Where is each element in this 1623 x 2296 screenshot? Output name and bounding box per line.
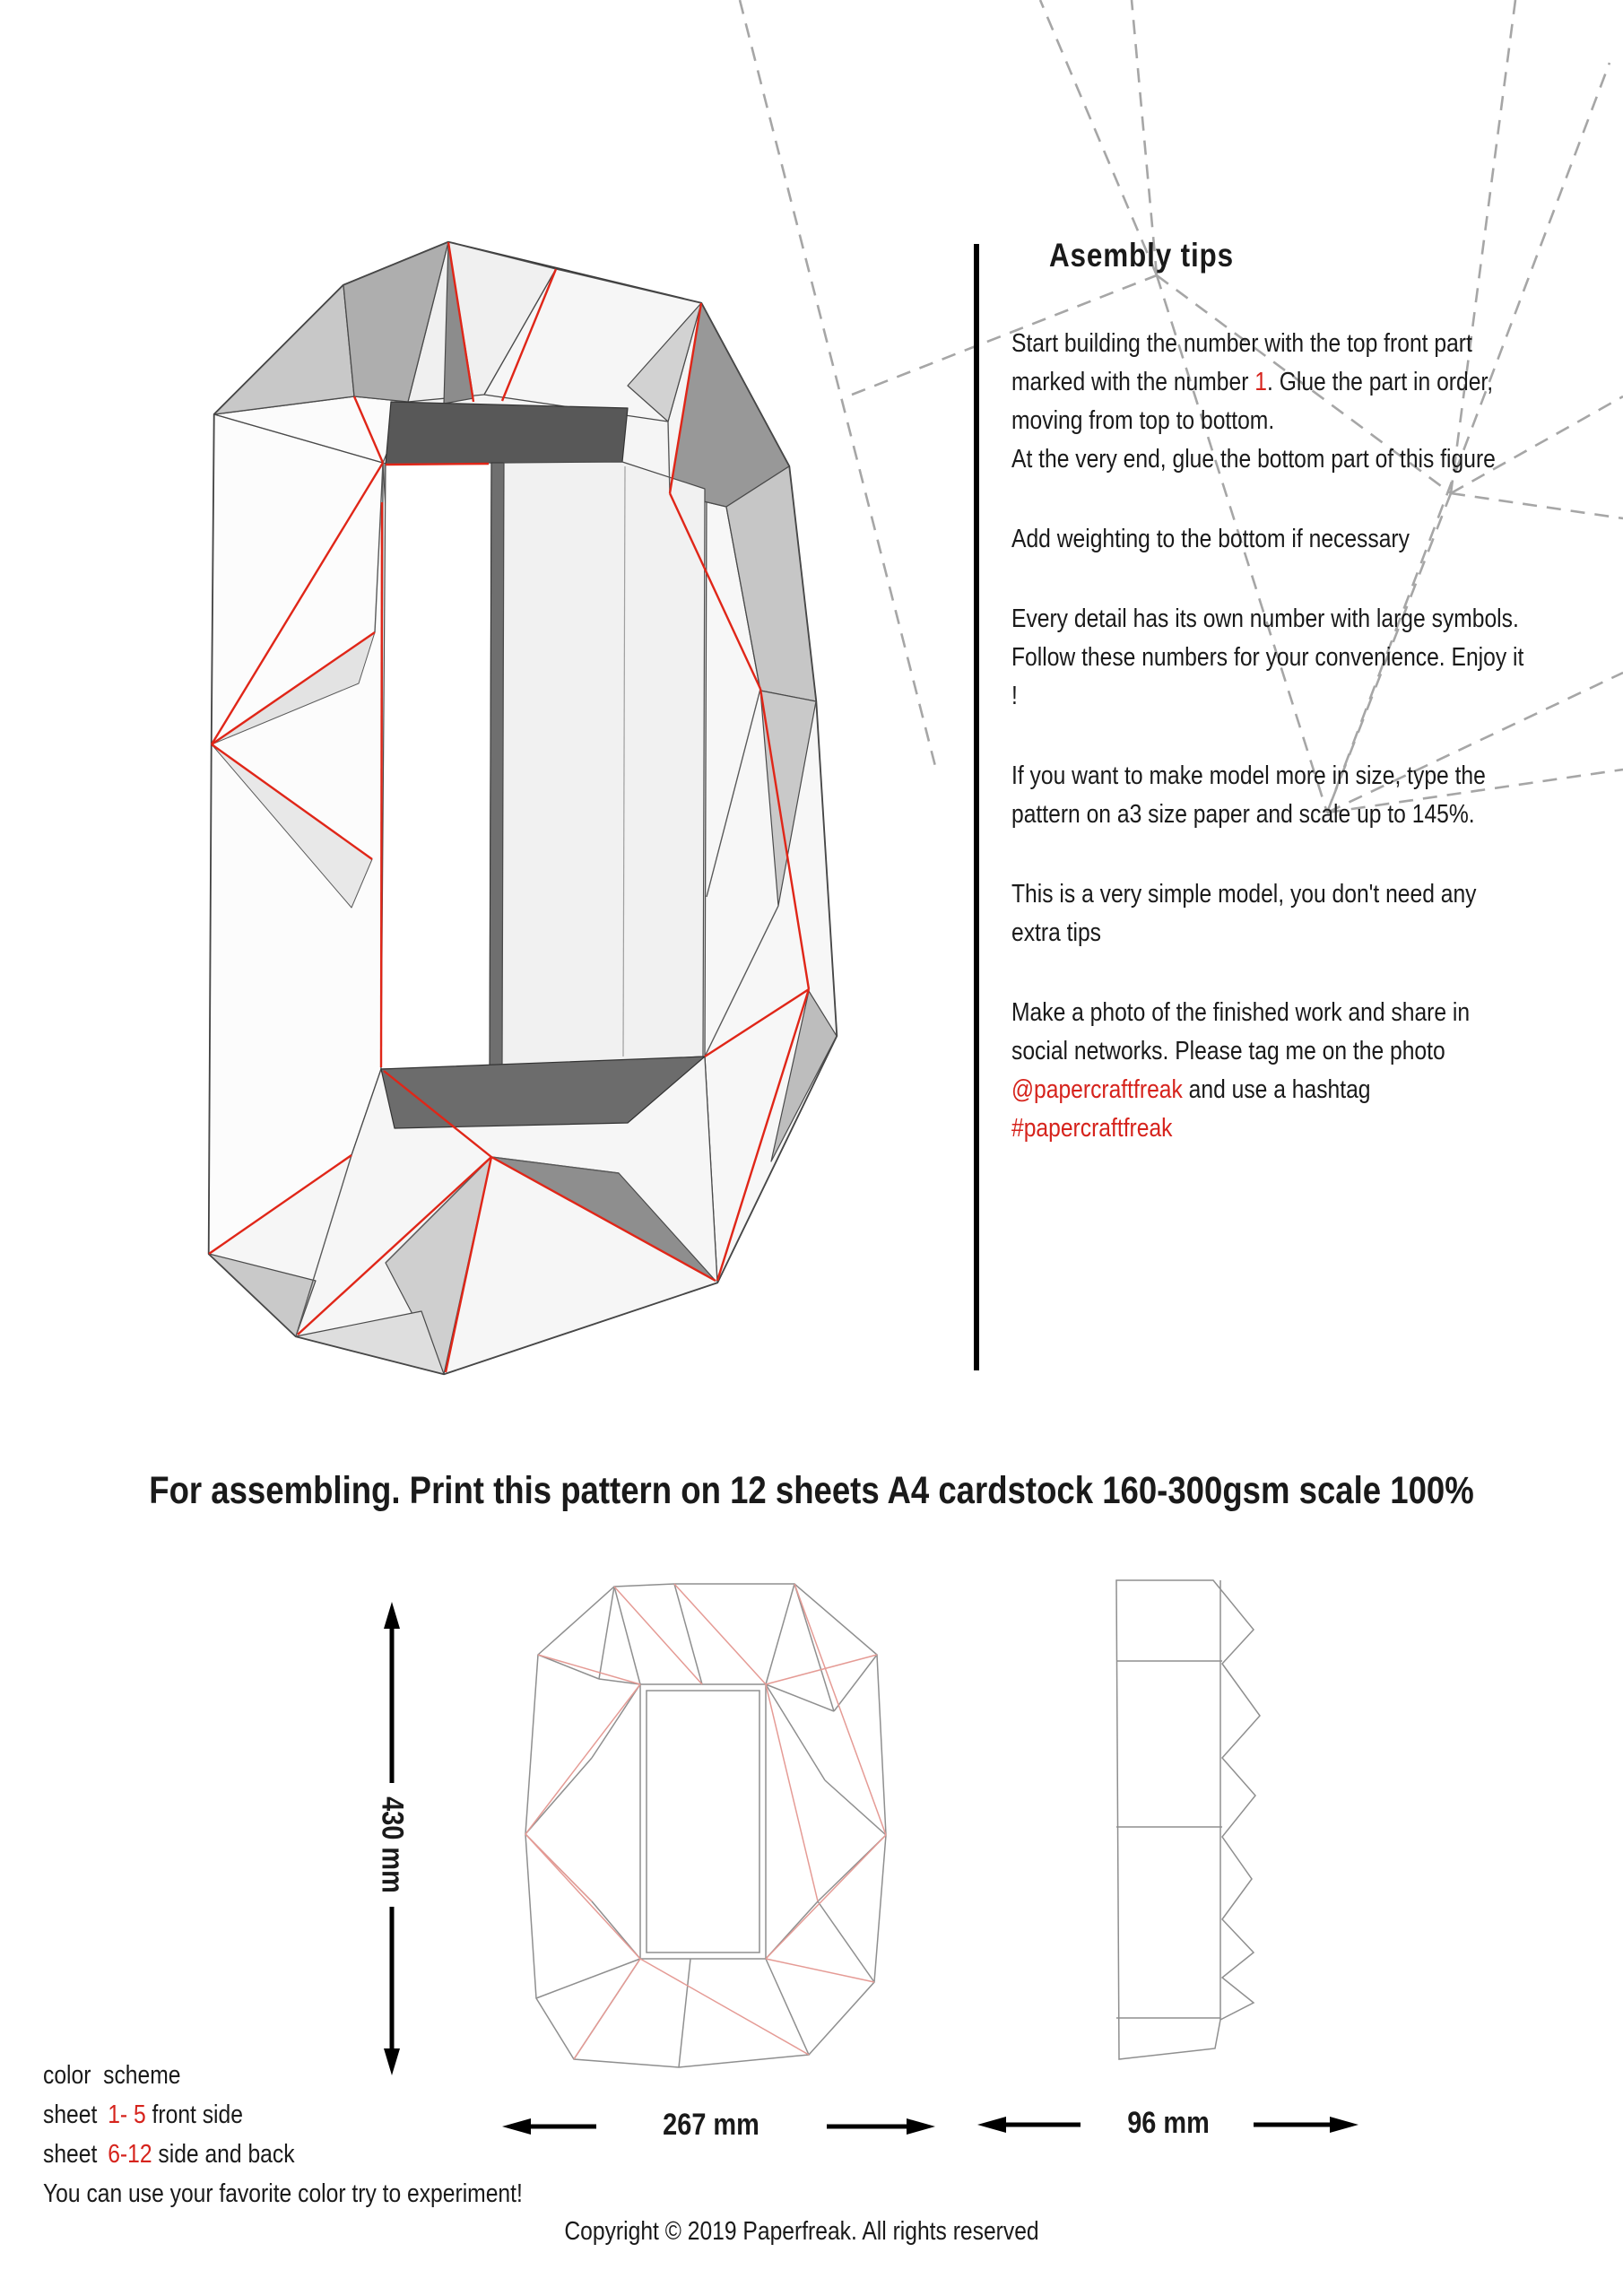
color-scheme-block [43, 2056, 523, 2213]
width-dimension-label: 267 mm [663, 2108, 759, 2142]
tip-paragraph-simple: This is a very simple model, you don't need any extra tips [1011, 880, 1477, 947]
sheet-range-back: 6-12 [108, 2140, 152, 2169]
tip-paragraph-share: Make a photo of the finished work and share in social networks. Please tag me on the photo @papercraftfreak and use a hashtag #papercraftfreak [1011, 998, 1471, 1143]
tips-body [1011, 325, 1530, 1189]
front-pattern-diagram [525, 1584, 886, 2067]
tip-paragraph-numbers: Every detail has its own number with large symbols. Follow these numbers for your convenience. Enjoy it ! [1011, 604, 1524, 710]
tip-paragraph-build-order: Start building the number with the top front part marked with the number 1. Glue the part in order, moving from top to bottom. At the very end, glue the bottom part of this figure [1011, 329, 1496, 474]
height-dimension-label: 430 mm [375, 1796, 410, 1893]
color-scheme-sheet-back: sheet 6-12 side and back [43, 2140, 295, 2169]
model-3d-number-zero [209, 242, 837, 1374]
color-scheme-sheet-front: sheet 1- 5 front side [43, 2100, 243, 2129]
sheet-range-front: 1- 5 [108, 2100, 146, 2129]
tip-paragraph-scale: If you want to make model more in size, type the pattern on a3 size paper and scale up to 145%. [1011, 761, 1486, 829]
front-pattern-fold-lines [525, 1584, 886, 2059]
copyright-text: Copyright © 2019 Paperfreak. All rights reserved [564, 2217, 1039, 2246]
assembly-heading: For assembling. Print this pattern on 12 sheets A4 cardstock 160-300gsm scale 100% [149, 1469, 1474, 1512]
tip-paragraph-weighting: Add weighting to the bottom if necessary [1011, 525, 1410, 553]
depth-dimension-label: 96 mm [1127, 2106, 1210, 2140]
social-handle: @papercraftfreak [1011, 1075, 1183, 1104]
social-hashtag: #papercraftfreak [1011, 1114, 1173, 1143]
number-1-highlight: 1 [1254, 368, 1268, 396]
tips-title: Asembly tips [1049, 237, 1234, 274]
color-scheme-title: color scheme [43, 2061, 181, 2090]
color-scheme-note: You can use your favorite color try to experiment! [43, 2179, 523, 2208]
side-pattern-diagram [1116, 1580, 1260, 2059]
